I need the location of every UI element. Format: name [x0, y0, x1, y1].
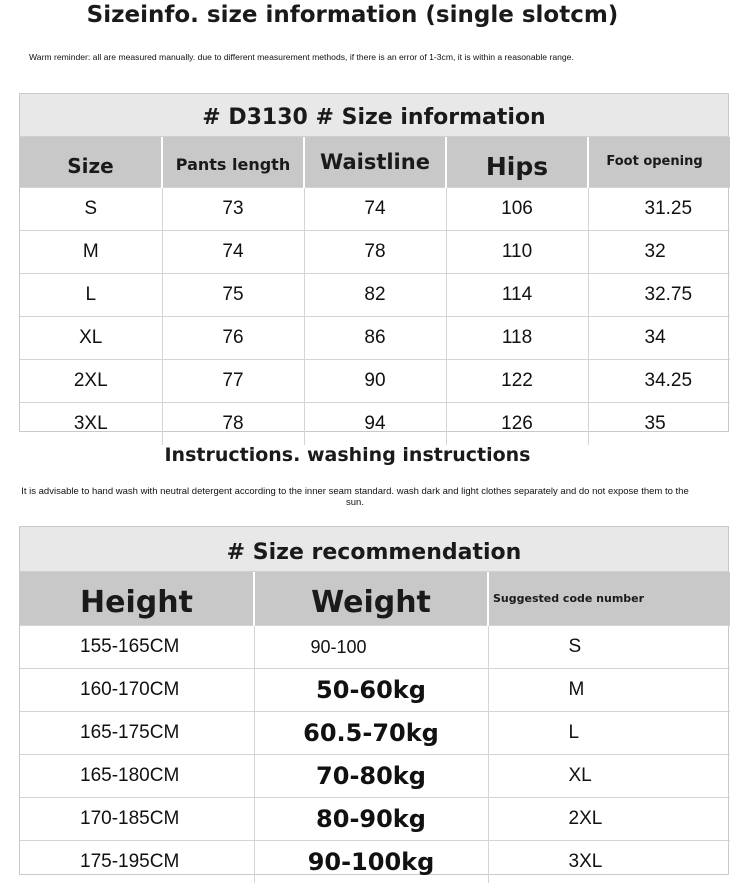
size-recommendation-header: # Size recommendation: [20, 527, 728, 572]
hips-cell: 122: [446, 360, 588, 403]
size-recommendation-panel: [19, 526, 729, 875]
size-cell: XL: [20, 317, 162, 360]
recommendation-row: [20, 669, 730, 712]
weight-cell: 90-100: [254, 626, 488, 669]
size-table-row: [20, 403, 730, 446]
recommendation-header-row: [20, 572, 730, 626]
column-header-height: Height: [20, 572, 254, 626]
height-cell: 155-165CM: [20, 626, 254, 669]
pants-length-cell: 77: [162, 360, 304, 403]
height-cell: 165-180CM: [20, 755, 254, 798]
weight-cell: 80-90kg: [254, 798, 488, 841]
recommendation-row: [20, 755, 730, 798]
hips-cell: 118: [446, 317, 588, 360]
pants-length-cell: 74: [162, 231, 304, 274]
warm-reminder: Warm reminder: all are measured manually. due to different measurement methods, if there is an error of 1-3cm, it is within a reasonable range.: [29, 52, 574, 62]
weight-cell: 70-80kg: [254, 755, 488, 798]
column-header-size: Size: [20, 137, 162, 188]
recommendation-row: [20, 712, 730, 755]
waistline-cell: 86: [304, 317, 446, 360]
waistline-cell: 74: [304, 188, 446, 231]
column-header-hips: Hips: [446, 137, 588, 188]
instructions-title: Instructions. washing instructions: [164, 444, 531, 466]
page-title: Sizeinfo. size information (single slotcm): [86, 2, 619, 28]
size-cell: 2XL: [20, 360, 162, 403]
size-table-row: [20, 274, 730, 317]
pants-length-cell: 78: [162, 403, 304, 446]
suggested-code-cell: L: [488, 712, 730, 755]
suggested-code-cell: S: [488, 626, 730, 669]
pants-length-cell: 76: [162, 317, 304, 360]
height-cell: 175-195CM: [20, 841, 254, 884]
foot-opening-cell: 32.75: [588, 274, 730, 317]
pants-length-cell: 75: [162, 274, 304, 317]
column-header-foot-opening: Foot opening: [588, 137, 730, 188]
recommendation-row: [20, 626, 730, 669]
column-header-suggested-code: Suggested code number: [488, 572, 730, 626]
suggested-code-cell: 2XL: [488, 798, 730, 841]
hips-cell: 126: [446, 403, 588, 446]
size-cell: L: [20, 274, 162, 317]
foot-opening-cell: 35: [588, 403, 730, 446]
foot-opening-cell: 34: [588, 317, 730, 360]
hips-cell: 114: [446, 274, 588, 317]
size-table-row: [20, 360, 730, 403]
column-header-waistline: Waistline: [304, 137, 446, 188]
size-information-header: # D3130 # Size information: [20, 94, 728, 137]
size-cell: M: [20, 231, 162, 274]
waistline-cell: 82: [304, 274, 446, 317]
size-information-table: [20, 137, 730, 445]
foot-opening-cell: 32: [588, 231, 730, 274]
height-cell: 170-185CM: [20, 798, 254, 841]
size-cell: 3XL: [20, 403, 162, 446]
weight-cell: 50-60kg: [254, 669, 488, 712]
suggested-code-cell: XL: [488, 755, 730, 798]
waistline-cell: 78: [304, 231, 446, 274]
instructions-text: It is advisable to hand wash with neutral detergent according to the inner seam standard. wash dark and light clothes separately and do not expose them to the sun.: [21, 486, 689, 508]
size-cell: S: [20, 188, 162, 231]
suggested-code-cell: M: [488, 669, 730, 712]
waistline-cell: 94: [304, 403, 446, 446]
waistline-cell: 90: [304, 360, 446, 403]
column-header-weight: Weight: [254, 572, 488, 626]
recommendation-row: [20, 798, 730, 841]
size-table-row: [20, 317, 730, 360]
recommendation-row: [20, 841, 730, 884]
foot-opening-cell: 34.25: [588, 360, 730, 403]
size-recommendation-table: [20, 572, 730, 883]
size-information-panel: [19, 93, 729, 432]
column-header-pants-length: Pants length: [162, 137, 304, 188]
pants-length-cell: 73: [162, 188, 304, 231]
size-table-header-row: [20, 137, 730, 188]
foot-opening-cell: 31.25: [588, 188, 730, 231]
weight-cell: 60.5-70kg: [254, 712, 488, 755]
height-cell: 165-175CM: [20, 712, 254, 755]
size-table-row: [20, 188, 730, 231]
hips-cell: 110: [446, 231, 588, 274]
suggested-code-cell: 3XL: [488, 841, 730, 884]
size-table-row: [20, 231, 730, 274]
hips-cell: 106: [446, 188, 588, 231]
height-cell: 160-170CM: [20, 669, 254, 712]
weight-cell: 90-100kg: [254, 841, 488, 884]
